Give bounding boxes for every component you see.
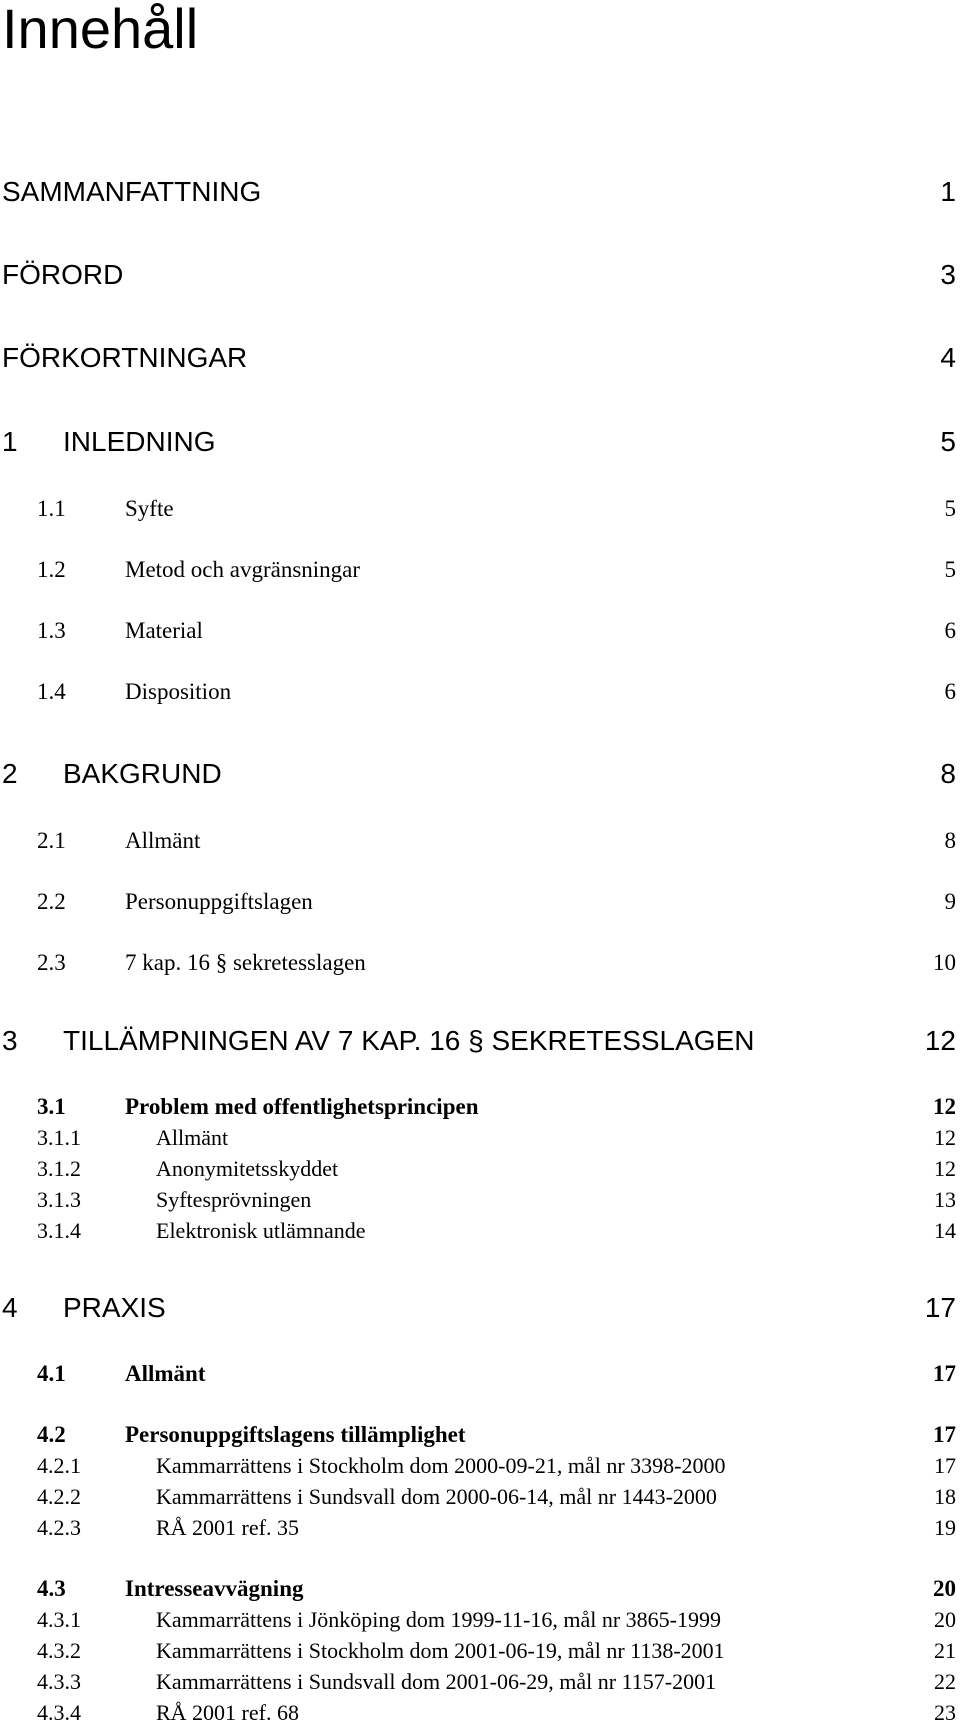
toc-entry-title: Allmänt [156,1125,229,1150]
toc-entry-page: 23 [934,1700,956,1725]
toc-entry-number: 1.3 [37,618,66,643]
toc-entry-title: Problem med offentlighetsprincipen [125,1094,479,1119]
toc-entry-title: PRAXIS [63,1292,166,1323]
toc-entry-number: 3.1.2 [37,1156,81,1181]
toc-entry-page: 8 [940,758,956,789]
toc-entry-number: 2.2 [37,889,66,914]
toc-entry-number: 4.1 [37,1361,66,1386]
toc-entry-number: 4.3.4 [37,1700,81,1725]
toc-entry-number: 1 [2,426,18,457]
toc-entry-page: 6 [944,679,956,704]
toc-entry-title: Syftesprövningen [156,1187,312,1212]
toc-entry-title: Allmänt [125,1361,206,1386]
toc-entry-number: 4.2.1 [37,1453,81,1478]
toc-entry-title: Personuppgiftslagens tillämplighet [125,1422,466,1447]
toc-entry-page: 9 [944,889,956,914]
toc-entry-title: Syfte [125,496,174,521]
toc-entry-number: 2.3 [37,950,66,975]
toc-entry-number: 4.3 [37,1576,66,1601]
toc-entry-title: Kammarrättens i Stockholm dom 2000-09-21, mål nr 3398-2000 [156,1453,726,1478]
toc-entry-title: Disposition [125,679,232,704]
toc-entry-page: 4 [940,342,956,373]
toc-entry-title: 7 kap. 16 § sekretesslagen [125,950,366,975]
toc-entry-title: INLEDNING [63,426,216,457]
toc-entry-page: 5 [944,557,956,582]
toc-entry-page: 8 [944,828,956,853]
toc-entry-number: 4.3.1 [37,1607,81,1632]
toc-entry-page: 12 [934,1125,956,1150]
page-title: Innehåll [2,0,199,60]
toc-entry-page: 17 [924,1292,956,1323]
toc-entry-page: 10 [933,950,956,975]
toc-entry-title: RÅ 2001 ref. 68 [156,1700,299,1725]
toc-entry-title: Metod och avgränsningar [125,557,361,582]
toc-entry-page: 3 [940,259,956,290]
toc-entry-page: 20 [934,1607,956,1632]
toc-entry-page: 12 [933,1094,956,1119]
toc-entry-number: 1.4 [37,679,66,704]
toc-entry-title: Personuppgiftslagen [125,889,313,914]
toc-entry-number: 3.1 [37,1094,66,1119]
toc-entry-page: 17 [934,1453,956,1478]
toc-entry-page: 19 [934,1515,956,1540]
toc-entry-number: 3.1.1 [37,1125,81,1150]
toc-entry-page: 12 [934,1156,956,1181]
toc-entry-page: 5 [940,426,956,457]
toc-entry-page: 12 [924,1025,956,1056]
toc-entry-number: 2.1 [37,828,66,853]
toc-entry-number: 3.1.4 [37,1218,81,1243]
toc-entry-page: 22 [934,1669,956,1694]
toc-entry-page: 6 [944,618,956,643]
toc-entry-title: SAMMANFATTNING [2,176,262,207]
toc-entry-number: 1.1 [37,496,66,521]
toc-entry-page: 5 [944,496,956,521]
toc-entry-page: 1 [940,176,956,207]
toc-entry-number: 3.1.3 [37,1187,81,1212]
toc-entry-title: FÖRKORTNINGAR [2,342,248,373]
toc-entry-title: Allmänt [125,828,201,853]
toc-entry-page: 21 [934,1638,956,1663]
toc-entry-title: Kammarrättens i Sundsvall dom 2001-06-29, mål nr 1157-2001 [156,1669,717,1694]
toc-entry-number: 4.2.2 [37,1484,81,1509]
toc-entry-title: FÖRORD [2,259,124,290]
toc-entry-number: 3 [2,1025,18,1056]
toc-entry-title: TILLÄMPNINGEN AV 7 KAP. 16 § SEKRETESSLAGEN [63,1025,755,1056]
toc-entry-number: 1.2 [37,557,66,582]
toc-entry-title: BAKGRUND [63,758,222,789]
toc-entry-page: 18 [934,1484,956,1509]
toc-entry-number: 2 [2,758,18,789]
toc-entry-number: 4.3.2 [37,1638,81,1663]
toc-entry-title: Kammarrättens i Stockholm dom 2001-06-19, mål nr 1138-2001 [156,1638,725,1663]
toc-entry-page: 13 [934,1187,956,1212]
toc-entry-number: 4 [2,1292,18,1323]
toc-entry-number: 4.2 [37,1422,66,1447]
toc-entry-number: 4.3.3 [37,1669,81,1694]
toc-entry-page: 17 [933,1361,956,1386]
toc-entry-title: Kammarrättens i Sundsvall dom 2000-06-14, mål nr 1443-2000 [156,1484,717,1509]
toc-entry-page: 17 [933,1422,956,1447]
toc-entry-page: 20 [933,1576,956,1601]
toc-entry-title: Intresseavvägning [125,1576,304,1601]
toc-entry-title: Kammarrättens i Jönköping dom 1999-11-16, mål nr 3865-1999 [156,1607,721,1632]
toc-entry-page: 14 [934,1218,956,1243]
toc-entry-title: Anonymitetsskyddet [156,1156,339,1181]
toc-entry-title: Elektronisk utlämnande [156,1218,366,1243]
toc-entry-title: RÅ 2001 ref. 35 [156,1515,299,1540]
toc-entry-title: Material [125,618,203,643]
toc-entry-number: 4.2.3 [37,1515,81,1540]
